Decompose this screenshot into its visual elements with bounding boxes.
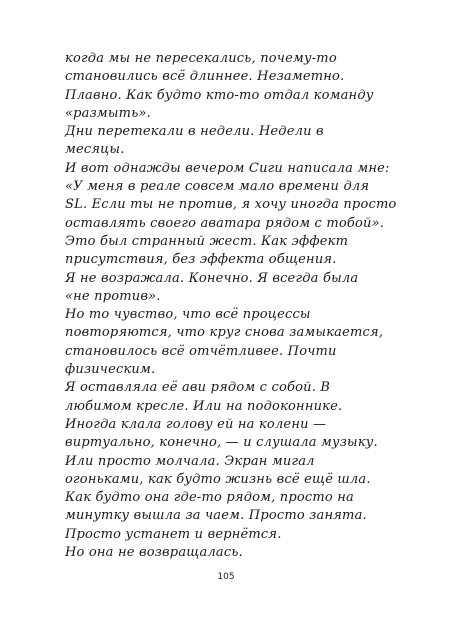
text-line: месяцы.: [65, 142, 125, 158]
text-line: виртуально, конечно, — и слушала музыку.: [65, 435, 378, 451]
body-text: [65, 50, 395, 562]
text-line: «размыть».: [65, 105, 151, 121]
text-line: присутствия, без эффекта общения.: [65, 252, 337, 268]
text-line: «У меня в реале совсем мало времени для: [65, 179, 370, 195]
text-line: Это был странный жест. Как эффект: [65, 233, 349, 249]
text-line: когда мы не пересекались, почему-то: [65, 51, 337, 66]
text-line: минутку вышла за чаем. Просто занята.: [65, 508, 367, 524]
text-line: «не против».: [65, 288, 161, 304]
text-line: Иногда клала голову ей на колени —: [65, 416, 327, 432]
text-line: Или просто молчала. Экран мигал: [65, 453, 315, 469]
text-line: физическим.: [65, 362, 156, 378]
text-line: Но то чувство, что всё процессы: [65, 307, 311, 323]
text-line: повторяются, что круг снова замыкается,: [65, 325, 384, 341]
page-number: 105: [217, 572, 235, 582]
text-line: любимом кресле. Или на подоконнике.: [65, 398, 343, 414]
text-line: Но она не возвращалась.: [65, 545, 243, 561]
text-line: становилось всё отчётливее. Почти: [65, 343, 337, 359]
text-line: Дни перетекали в недели. Недели в: [65, 124, 324, 140]
text-line: Как будто она где-то рядом, просто на: [65, 490, 355, 506]
text-line: SL. Если ты не против, я хочу иногда просто: [65, 197, 397, 213]
text-line: Плавно. Как будто кто-то отдал команду: [65, 87, 374, 103]
text-line: Просто устанет и вернётся.: [65, 526, 282, 542]
text-line: Я оставляла её ави рядом с собой. В: [65, 380, 331, 396]
text-line: становились всё длиннее. Незаметно.: [65, 69, 345, 85]
text-line: огоньками, как будто жизнь всё ещё шла.: [65, 471, 371, 487]
text-line: оставлять своего аватара рядом с тобой».: [65, 215, 385, 231]
text-line: Я не возражала. Конечно. Я всегда была: [65, 270, 359, 286]
text-line: И вот однажды вечером Сиги написала мне:: [65, 160, 390, 176]
